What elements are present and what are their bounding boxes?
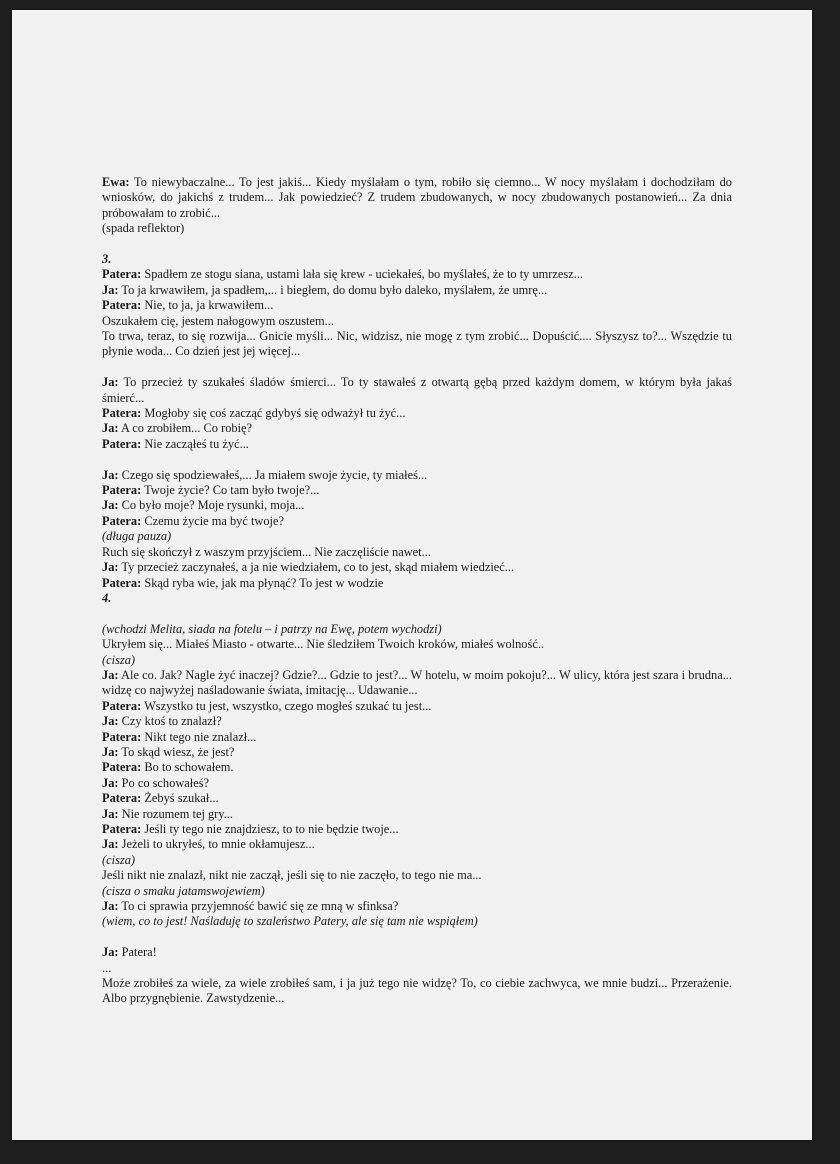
paragraph: [102, 221, 732, 236]
dialogue-text: To ja krwawiłem, ja spadłem,... i biegłem, do domu było daleko, myślałem, że umrę...: [118, 282, 548, 297]
dialogue-line: [102, 714, 732, 729]
scene-number-text: 3.: [102, 252, 112, 267]
dialogue-text: Ty przecież zaczynałeś, a ja nie wiedziałem, co to jest, skąd miałem wiedzieć...: [118, 560, 515, 575]
dialogue-text: Patera!: [118, 945, 157, 960]
paragraph-text: Jeśli nikt nie znalazł, nikt nie zaczął, jeśli się to nie zaczęło, to tego nie ma...: [102, 868, 482, 883]
scene-number: [102, 591, 732, 606]
dialogue-text: Nie rozumem tej gry...: [118, 806, 233, 821]
dialogue-line: [102, 822, 732, 837]
stage-direction: [102, 653, 732, 668]
stage-direction-text: (cisza): [102, 852, 136, 867]
speaker-name: Patera:: [102, 698, 142, 713]
dialogue-text: Co było moje? Moje rysunki, moja...: [118, 498, 305, 513]
speaker-name: Ja:: [102, 945, 119, 960]
dialogue-line: [102, 437, 732, 452]
stage-direction-text: (wchodzi Melita, siada na fotelu – i patrzy na Ewę, potem wychodzi): [102, 621, 442, 636]
dialogue-text: Czego się spodziewałeś,... Ja miałem swoje życie, ty miałeś...: [118, 467, 428, 482]
speaker-name: Ja:: [102, 467, 119, 482]
stage-direction: [102, 914, 732, 929]
speaker-name: Ja:: [102, 899, 119, 914]
speaker-name: Ewa:: [102, 175, 130, 189]
stage-direction: [102, 622, 732, 637]
dialogue-line: [102, 298, 732, 313]
speaker-name: Patera:: [102, 436, 142, 451]
speaker-name: Patera:: [102, 267, 142, 282]
blank-line: [102, 452, 732, 467]
dialogue-line: [102, 560, 732, 575]
dialogue-line: [102, 375, 732, 406]
stage-direction-text: (cisza o smaku jatamswojewiem): [102, 883, 265, 898]
dialogue-line: [102, 668, 732, 699]
paragraph: [102, 868, 732, 883]
dialogue-text: Bo to schowałem.: [141, 760, 234, 775]
speaker-name: Patera:: [102, 298, 142, 313]
dialogue-line: [102, 791, 732, 806]
scene-number-text: 4.: [102, 590, 112, 605]
stage-direction-text: (wiem, co to jest! Naśladuję to szaleństwo Patery, ale się tam nie wspiąłem): [102, 914, 478, 929]
paragraph: [102, 961, 732, 976]
stage-direction: [102, 529, 732, 544]
script-text: [102, 175, 732, 1007]
speaker-name: Ja:: [102, 282, 119, 297]
dialogue-line: [102, 899, 732, 914]
paragraph: [102, 637, 732, 652]
speaker-name: Patera:: [102, 513, 142, 528]
dialogue-text: Nikt tego nie znalazł...: [141, 729, 257, 744]
dialogue-line: [102, 267, 732, 282]
speaker-name: Ja:: [102, 667, 119, 682]
speaker-name: Ja:: [102, 714, 119, 729]
dialogue-text: Wszystko tu jest, wszystko, czego mogłeś szukać tu jest...: [141, 698, 432, 713]
dialogue-line: [102, 175, 732, 221]
speaker-name: Ja:: [102, 560, 119, 575]
dialogue-line: [102, 468, 732, 483]
dialogue-line: [102, 699, 732, 714]
stage-direction: [102, 884, 732, 899]
speaker-name: Ja:: [102, 375, 119, 390]
speaker-name: Patera:: [102, 791, 142, 806]
blank-line: [102, 930, 732, 945]
speaker-name: Ja:: [102, 421, 119, 436]
scene-number: [102, 252, 732, 267]
paragraph-text: (spada reflektor): [102, 221, 185, 236]
speaker-name: Patera:: [102, 729, 142, 744]
dialogue-line: [102, 483, 732, 498]
paragraph: [102, 314, 732, 329]
stage-direction: [102, 853, 732, 868]
dialogue-text: Ale co. Jak? Nagle żyć inaczej? Gdzie?... Gdzie to jest?... W hotelu, w moim pokoju?... W ulicy, która jest szara i brudna... widzę co najwyżej naśladowanie świata, imitację... Udawanie...: [102, 667, 732, 698]
dialogue-text: Po co schowałeś?: [118, 775, 210, 790]
blank-line: [102, 360, 732, 375]
speaker-name: Ja:: [102, 744, 119, 759]
dialogue-line: [102, 760, 732, 775]
paragraph-text: Ruch się skończył z waszym przyjściem... Nie zaczęliście nawet...: [102, 544, 431, 559]
speaker-name: Patera:: [102, 760, 142, 775]
speaker-name: Ja:: [102, 498, 119, 513]
dialogue-line: [102, 945, 732, 960]
dialogue-line: [102, 730, 732, 745]
dialogue-line: [102, 807, 732, 822]
dialogue-text: Jeżeli to ukryłeś, to mnie okłamujesz...: [118, 837, 315, 852]
paragraph-text: Oszukałem cię, jestem nałogowym oszustem...: [102, 313, 334, 328]
dialogue-text: To przecież ty szukałeś śladów śmierci... To ty stawałeś z otwartą gębą przed każdym domem, w którym była jakaś śmierć...: [102, 375, 732, 405]
paragraph-text: Ukryłem się... Miałeś Miasto - otwarte... Nie śledziłem Twoich kroków, miałeś wolność..: [102, 637, 545, 652]
paragraph-text: To trwa, teraz, to się rozwija... Gnicie myśli... Nic, widzisz, nie mogę z tym zrobić... Dopuścić.... Słyszysz to?... Wszędzie tu płynie woda... Co dzień jest jej więcej...: [102, 329, 732, 359]
dialogue-text: Twoje życie? Co tam było twoje?...: [141, 483, 320, 498]
stage-direction-text: (długa pauza): [102, 529, 172, 544]
speaker-name: Patera:: [102, 406, 142, 421]
dialogue-line: [102, 406, 732, 421]
dialogue-text: Skąd ryba wie, jak ma płynąć? To jest w wodzie: [141, 575, 384, 590]
dialogue-line: [102, 745, 732, 760]
dialogue-line: [102, 837, 732, 852]
dialogue-text: A co zrobiłem... Co robię?: [118, 421, 253, 436]
paragraph: [102, 329, 732, 360]
speaker-name: Ja:: [102, 775, 119, 790]
paragraph-text: Może zrobiłeś za wiele, za wiele zrobiłeś sam, i ja już tego nie widzę? To, co ciebie zachwyca, we mnie budzi... Przerażenie. Albo przygnębienie. Zawstydzenie...: [102, 976, 732, 1006]
dialogue-text: Żebyś szukał...: [141, 791, 219, 806]
dialogue-text: Czy ktoś to znalazł?: [118, 714, 222, 729]
document-page: [12, 10, 812, 1140]
blank-line: [102, 237, 732, 252]
dialogue-text: Nie, to ja, ja krwawiłem...: [141, 298, 274, 313]
speaker-name: Patera:: [102, 483, 142, 498]
dialogue-line: [102, 776, 732, 791]
dialogue-line: [102, 283, 732, 298]
dialogue-line: [102, 514, 732, 529]
paragraph-text: ...: [102, 960, 112, 975]
blank-line: [102, 606, 732, 621]
dialogue-text: Jeśli ty tego nie znajdziesz, to to nie będzie twoje...: [141, 822, 399, 836]
dialogue-line: [102, 576, 732, 591]
paragraph: [102, 545, 732, 560]
dialogue-text: Czemu życie ma być twoje?: [141, 513, 284, 528]
stage-direction-text: (cisza): [102, 652, 136, 667]
dialogue-text: To ci sprawia przyjemność bawić się ze mną w sfinksa?: [118, 899, 399, 914]
dialogue-text: Mogłoby się coś zacząć gdybyś się odważył tu żyć...: [141, 406, 406, 421]
dialogue-text: To niewybaczalne... To jest jakiś... Kiedy myślałam o tym, robiło się ciemno... W nocy myślałam i dochodziłam do wniosków, do jakichś z trudem... Jak powiedzieć? Z trudem zbudowanych, w nocy zbudowanych postanowień... Za dnia próbowałam to zrobić...: [102, 175, 732, 220]
dialogue-line: [102, 498, 732, 513]
speaker-name: Patera:: [102, 822, 142, 836]
speaker-name: Patera:: [102, 575, 142, 590]
paragraph: [102, 976, 732, 1007]
dialogue-text: Nie zacząłeś tu żyć...: [141, 436, 249, 451]
dialogue-text: Spadłem ze stogu siana, ustami lała się krew - uciekałeś, bo myślałeś, że to ty umrzesz...: [141, 267, 584, 282]
dialogue-line: [102, 421, 732, 436]
dialogue-text: To skąd wiesz, że jest?: [118, 744, 235, 759]
speaker-name: Ja:: [102, 806, 119, 821]
speaker-name: Ja:: [102, 837, 119, 852]
